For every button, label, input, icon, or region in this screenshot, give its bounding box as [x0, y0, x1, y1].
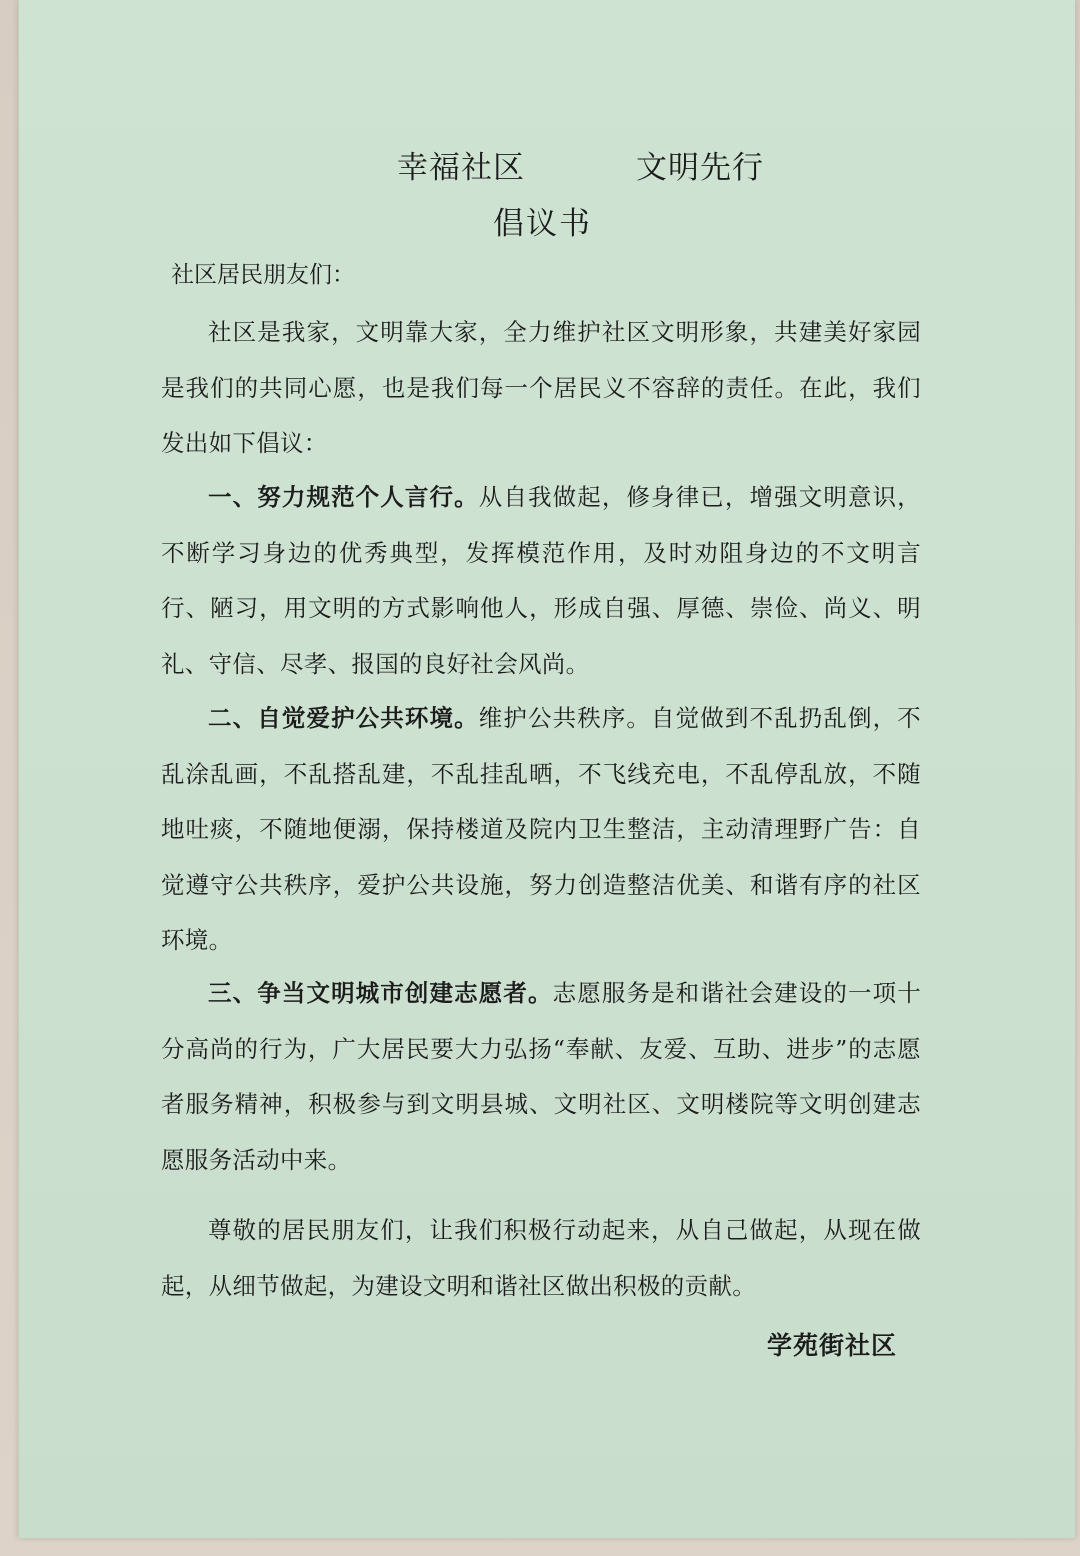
title-right: 文明先行 [636, 150, 764, 186]
proposal-item-1 [161, 470, 921, 692]
signature: 学苑街社区 [767, 1331, 898, 1360]
proposal-item-3-heading: 三、争当文明城市创建志愿者。 [208, 979, 553, 1007]
proposal-item-1-heading: 一、努力规范个人言行。 [208, 483, 479, 511]
intro-paragraph: 社区是我家，文明靠大家，全力维护社区文明形象，共建美好家园是我们的共同心愿，也是我们每一个居民义不容辞的责任。在此，我们发出如下倡议： [161, 318, 921, 457]
title-left: 幸福社区 [397, 150, 525, 186]
proposal-item-3 [161, 966, 921, 1188]
proposal-document [18, 0, 1075, 1538]
greeting: 社区居民朋友们： [171, 262, 355, 288]
document-subtitle: 倡议书 [493, 206, 592, 242]
proposal-item-2 [161, 691, 921, 969]
proposal-item-1-text: 从自我做起，修身律已，增强文明意识，不断学习身边的优秀典型，发挥模范作用，及时劝阻身边的不文明言行、陋习，用文明的方式影响他人，形成自强、厚德、崇俭、尚义、明礼、守信、尽孝、报国的良好社会风尚。 [161, 483, 921, 678]
proposal-item-2-heading: 二、自觉爱护公共环境。 [208, 704, 479, 732]
proposal-item-2-text: 维护公共秩序。自觉做到不乱扔乱倒，不乱涂乱画，不乱搭乱建，不乱挂乱晒，不飞线充电，不乱停乱放，不随地吐痰，不随地便溺，保持楼道及院内卫生整洁，主动清理野广告：自觉遵守公共秩序，爱护公共设施，努力创造整洁优美、和谐有序的社区环境。 [161, 704, 921, 954]
proposal-item-3-text: 志愿服务是和谐社会建设的一项十分高尚的行为，广大居民要大力弘扬“奉献、友爱、互助、进步”的志愿者服务精神，积极参与到文明县城、文明社区、文明楼院等文明创建志愿服务活动中来。 [161, 979, 922, 1174]
closing-paragraph: 尊敬的居民朋友们，让我们积极行动起来，从自己做起，从现在做起，从细节做起，为建设文明和谐社区做出积极的贡献。 [161, 1216, 921, 1300]
